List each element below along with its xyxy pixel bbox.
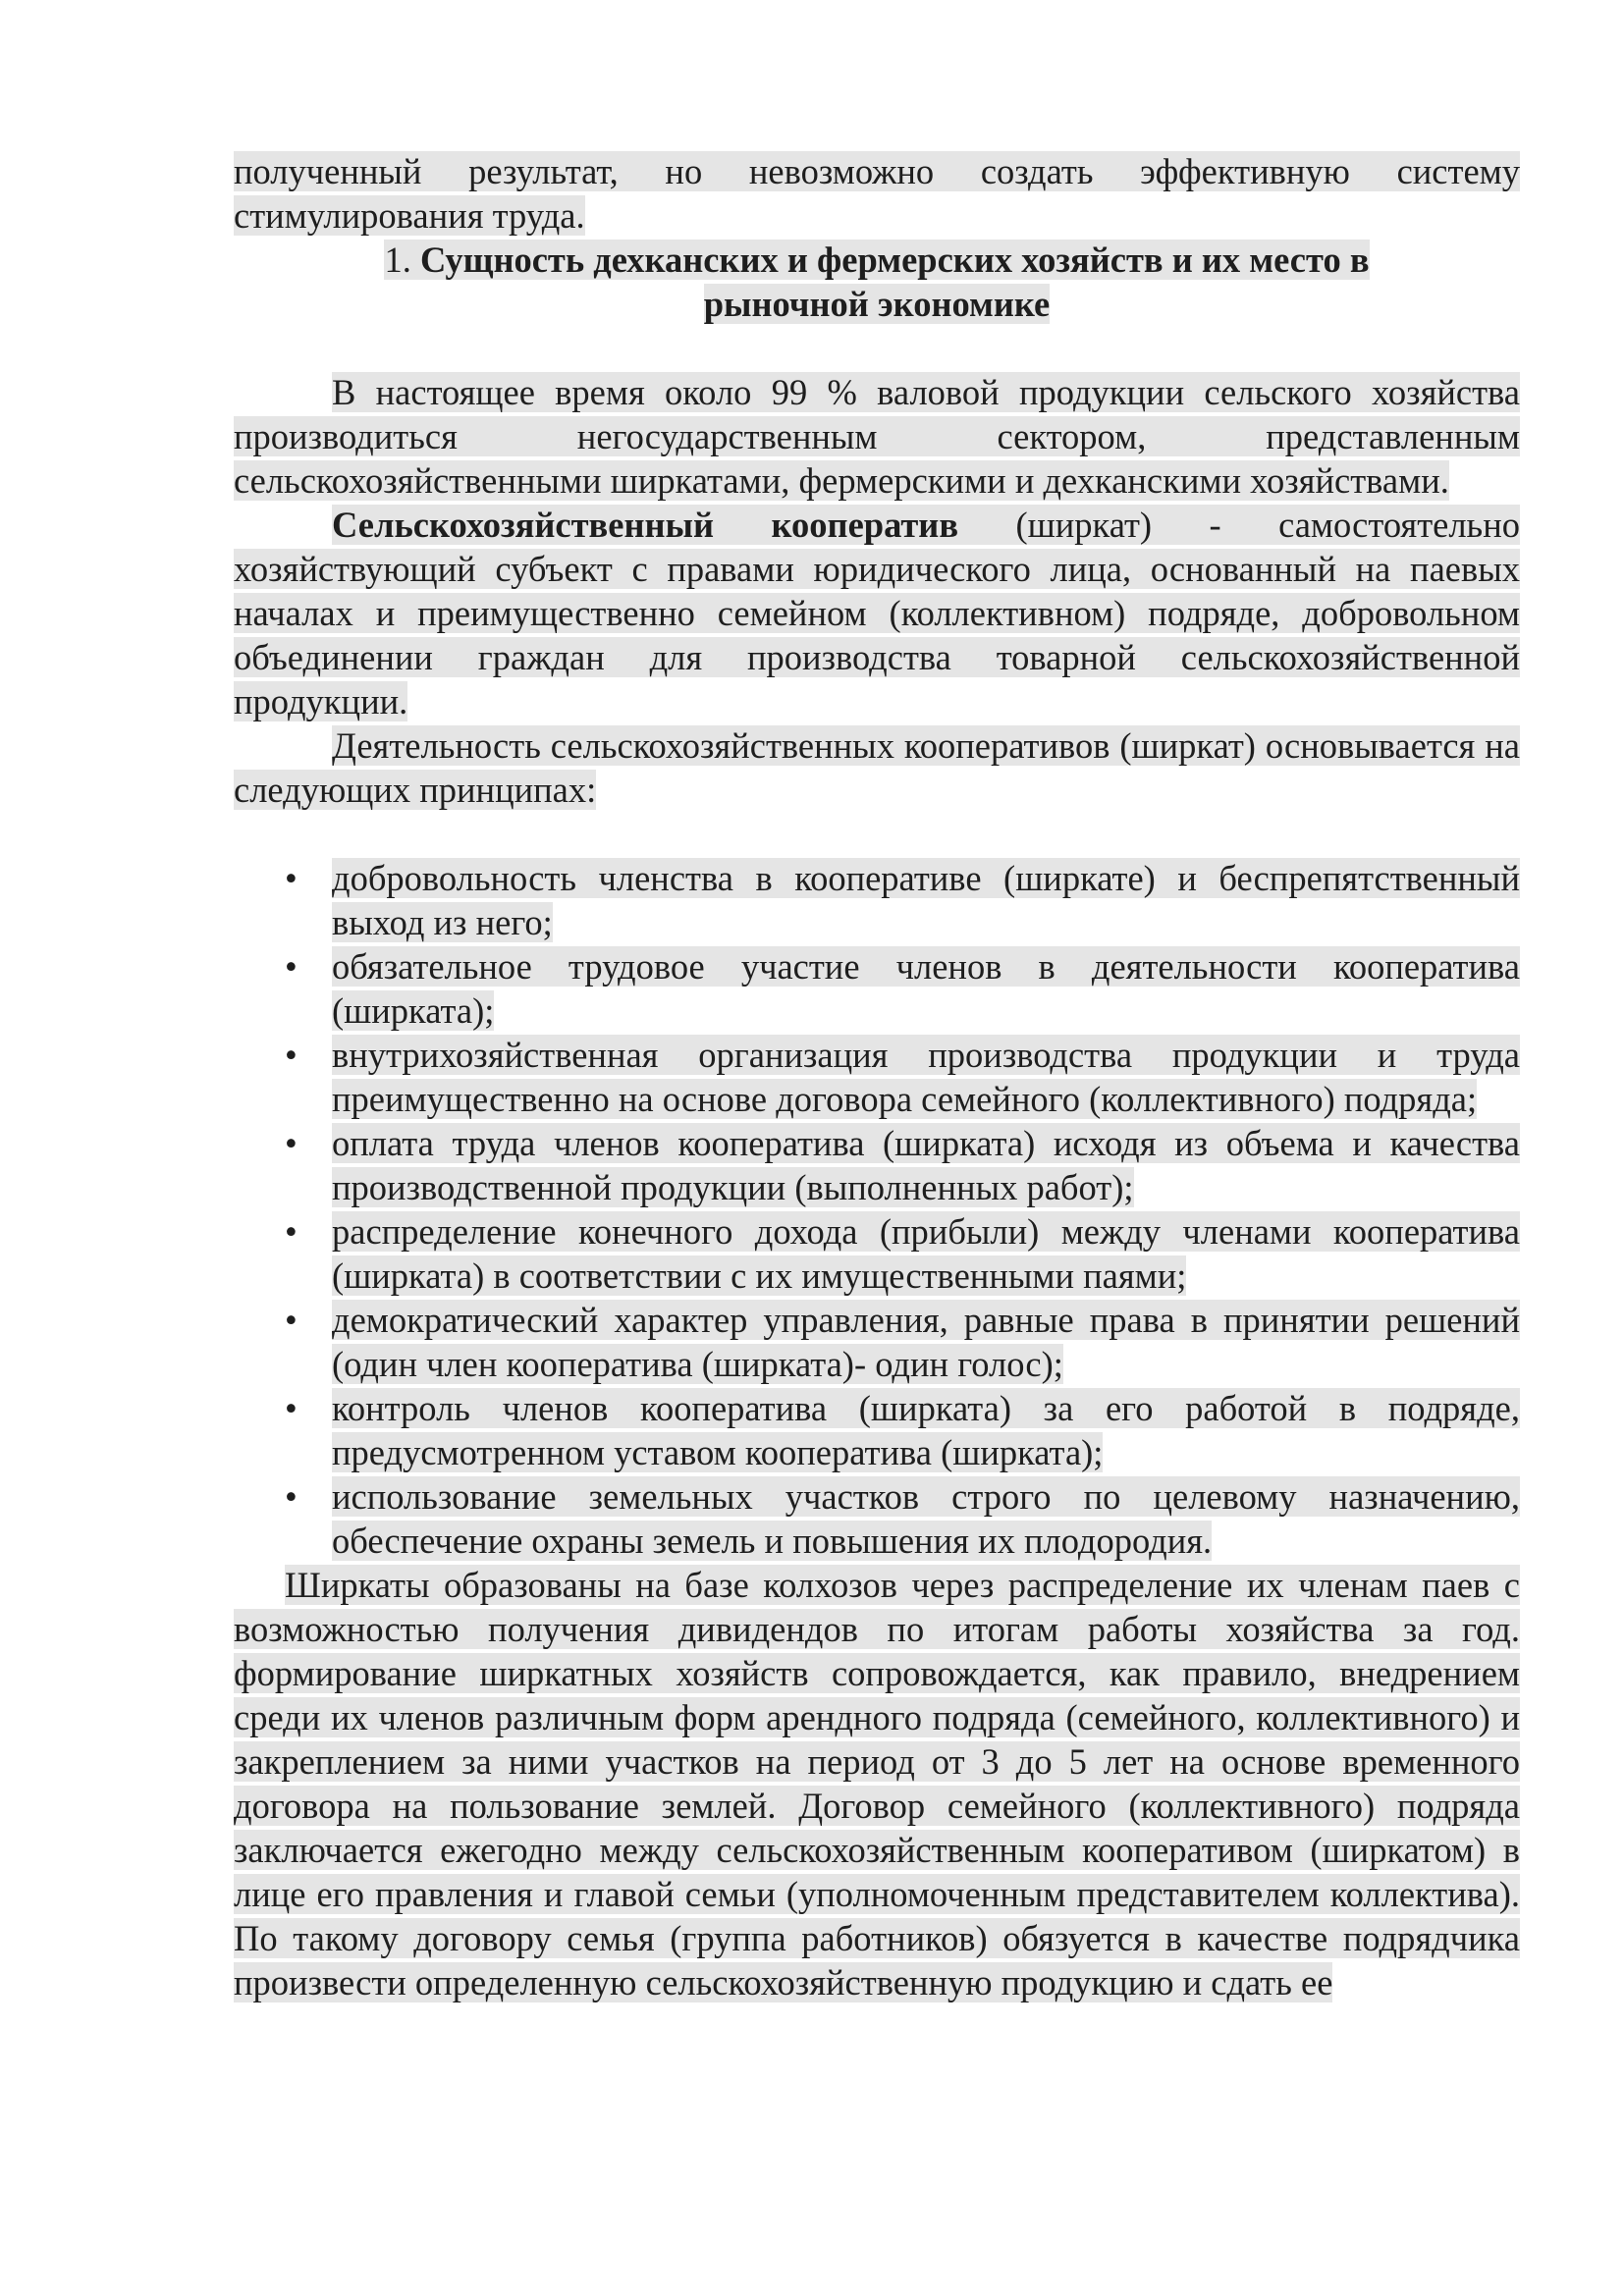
intro-paragraph [234, 149, 1520, 238]
cooperative-term: Сельскохозяйственный кооператив [332, 505, 959, 545]
paragraph-cooperative-definition [234, 503, 1520, 723]
principle-item [234, 1121, 1520, 1209]
principle-text: распределение конечного дохода (прибыли) между членами кооператива (ширката) в соответствии с их имущественными паями; [332, 1211, 1520, 1296]
bullet-icon: • [285, 858, 298, 898]
principles-intro-text: Деятельность сельскохозяйственных кооперативов (ширкат) основывается на следующих принципах: [234, 725, 1520, 810]
bullet-icon: • [285, 1035, 298, 1075]
principle-item [234, 1209, 1520, 1298]
bullet-icon: • [285, 1476, 298, 1517]
principle-item [234, 1386, 1520, 1474]
paragraph-production-text: В настоящее время около 99 % валовой продукции сельского хозяйства производиться негосударственным сектором, представленным сельскохозяйственными ширкатами, фермерскими и дехканскими хозяйствами. [234, 372, 1520, 501]
bullet-icon: • [285, 1388, 298, 1428]
section-heading [234, 238, 1520, 326]
cooperative-definition-text: (ширкат) - самостоятельно хозяйствующий субъект с правами юридического лица, основанный на паевых началах и преимущественно семейном (коллективном) подряде, добровольном объединении граждан для производства товарной сельскохозяйственной продукции. [234, 505, 1520, 721]
principle-item [234, 944, 1520, 1033]
bullet-icon: • [285, 1300, 298, 1340]
bullet-icon: • [285, 1211, 298, 1252]
paragraph-shirkats-text: Ширкаты образованы на базе колхозов через распределение их членам паев с возможностью получения дивидендов по итогам работы хозяйства за год. формирование ширкатных хозяйств сопровождается, как правило, внедрением среди их членов различным форм арендного подряда (семейного, коллективного) и закреплением за ними участков на период от 3 до 5 лет на основе временного договора на пользование землей. Договор семейного (коллективного) подряда заключается ежегодно между сельскохозяйственным кооперативом (ширкатом) в лице его правления и главой семьи (уполномоченным представителем коллектива). По такому договору семья (группа работников) обязуется в качестве подрядчика произвести определенную сельскохозяйственную продукцию и сдать ее [234, 1565, 1520, 2002]
paragraph-shirkats [234, 1563, 1520, 2004]
bullet-icon: • [285, 946, 298, 987]
principle-text: добровольность членства в кооперативе (ширкате) и беспрепятственный выход из него; [332, 858, 1520, 942]
principle-item [234, 1298, 1520, 1386]
heading-title: Сущность дехканских и фермерских хозяйств и их место в рыночной экономике [419, 240, 1370, 324]
bullet-icon: • [285, 1123, 298, 1163]
intro-text: полученный результат, но невозможно создать эффективную систему стимулирования труда. [234, 151, 1520, 236]
principle-text: внутрихозяйственная организация производства продукции и труда преимущественно на основе договора семейного (коллективного) подряда; [332, 1035, 1520, 1119]
document-body [234, 149, 1520, 2004]
principle-item [234, 1033, 1520, 1121]
principle-text: демократический характер управления, равные права в принятии решений (один член кооператива (ширката)- один голос); [332, 1300, 1520, 1384]
spacer [234, 812, 1520, 856]
principle-text: использование земельных участков строго по целевому назначению, обеспечение охраны земель и повышения их плодородия. [332, 1476, 1520, 1561]
principle-item [234, 856, 1520, 944]
principle-text: оплата труда членов кооператива (ширката) исходя из объема и качества производственной продукции (выполненных работ); [332, 1123, 1520, 1207]
spacer [234, 326, 1520, 370]
paragraph-production [234, 370, 1520, 503]
principles-list [234, 856, 1520, 1563]
paragraph-principles-intro [234, 723, 1520, 812]
principle-text: контроль членов кооператива (ширката) за его работой в подряде, предусмотренном уставом кооператива (ширката); [332, 1388, 1520, 1472]
principle-item [234, 1474, 1520, 1563]
heading-number: 1. [384, 240, 411, 280]
principle-text: обязательное трудовое участие членов в деятельности кооператива (ширката); [332, 946, 1520, 1031]
